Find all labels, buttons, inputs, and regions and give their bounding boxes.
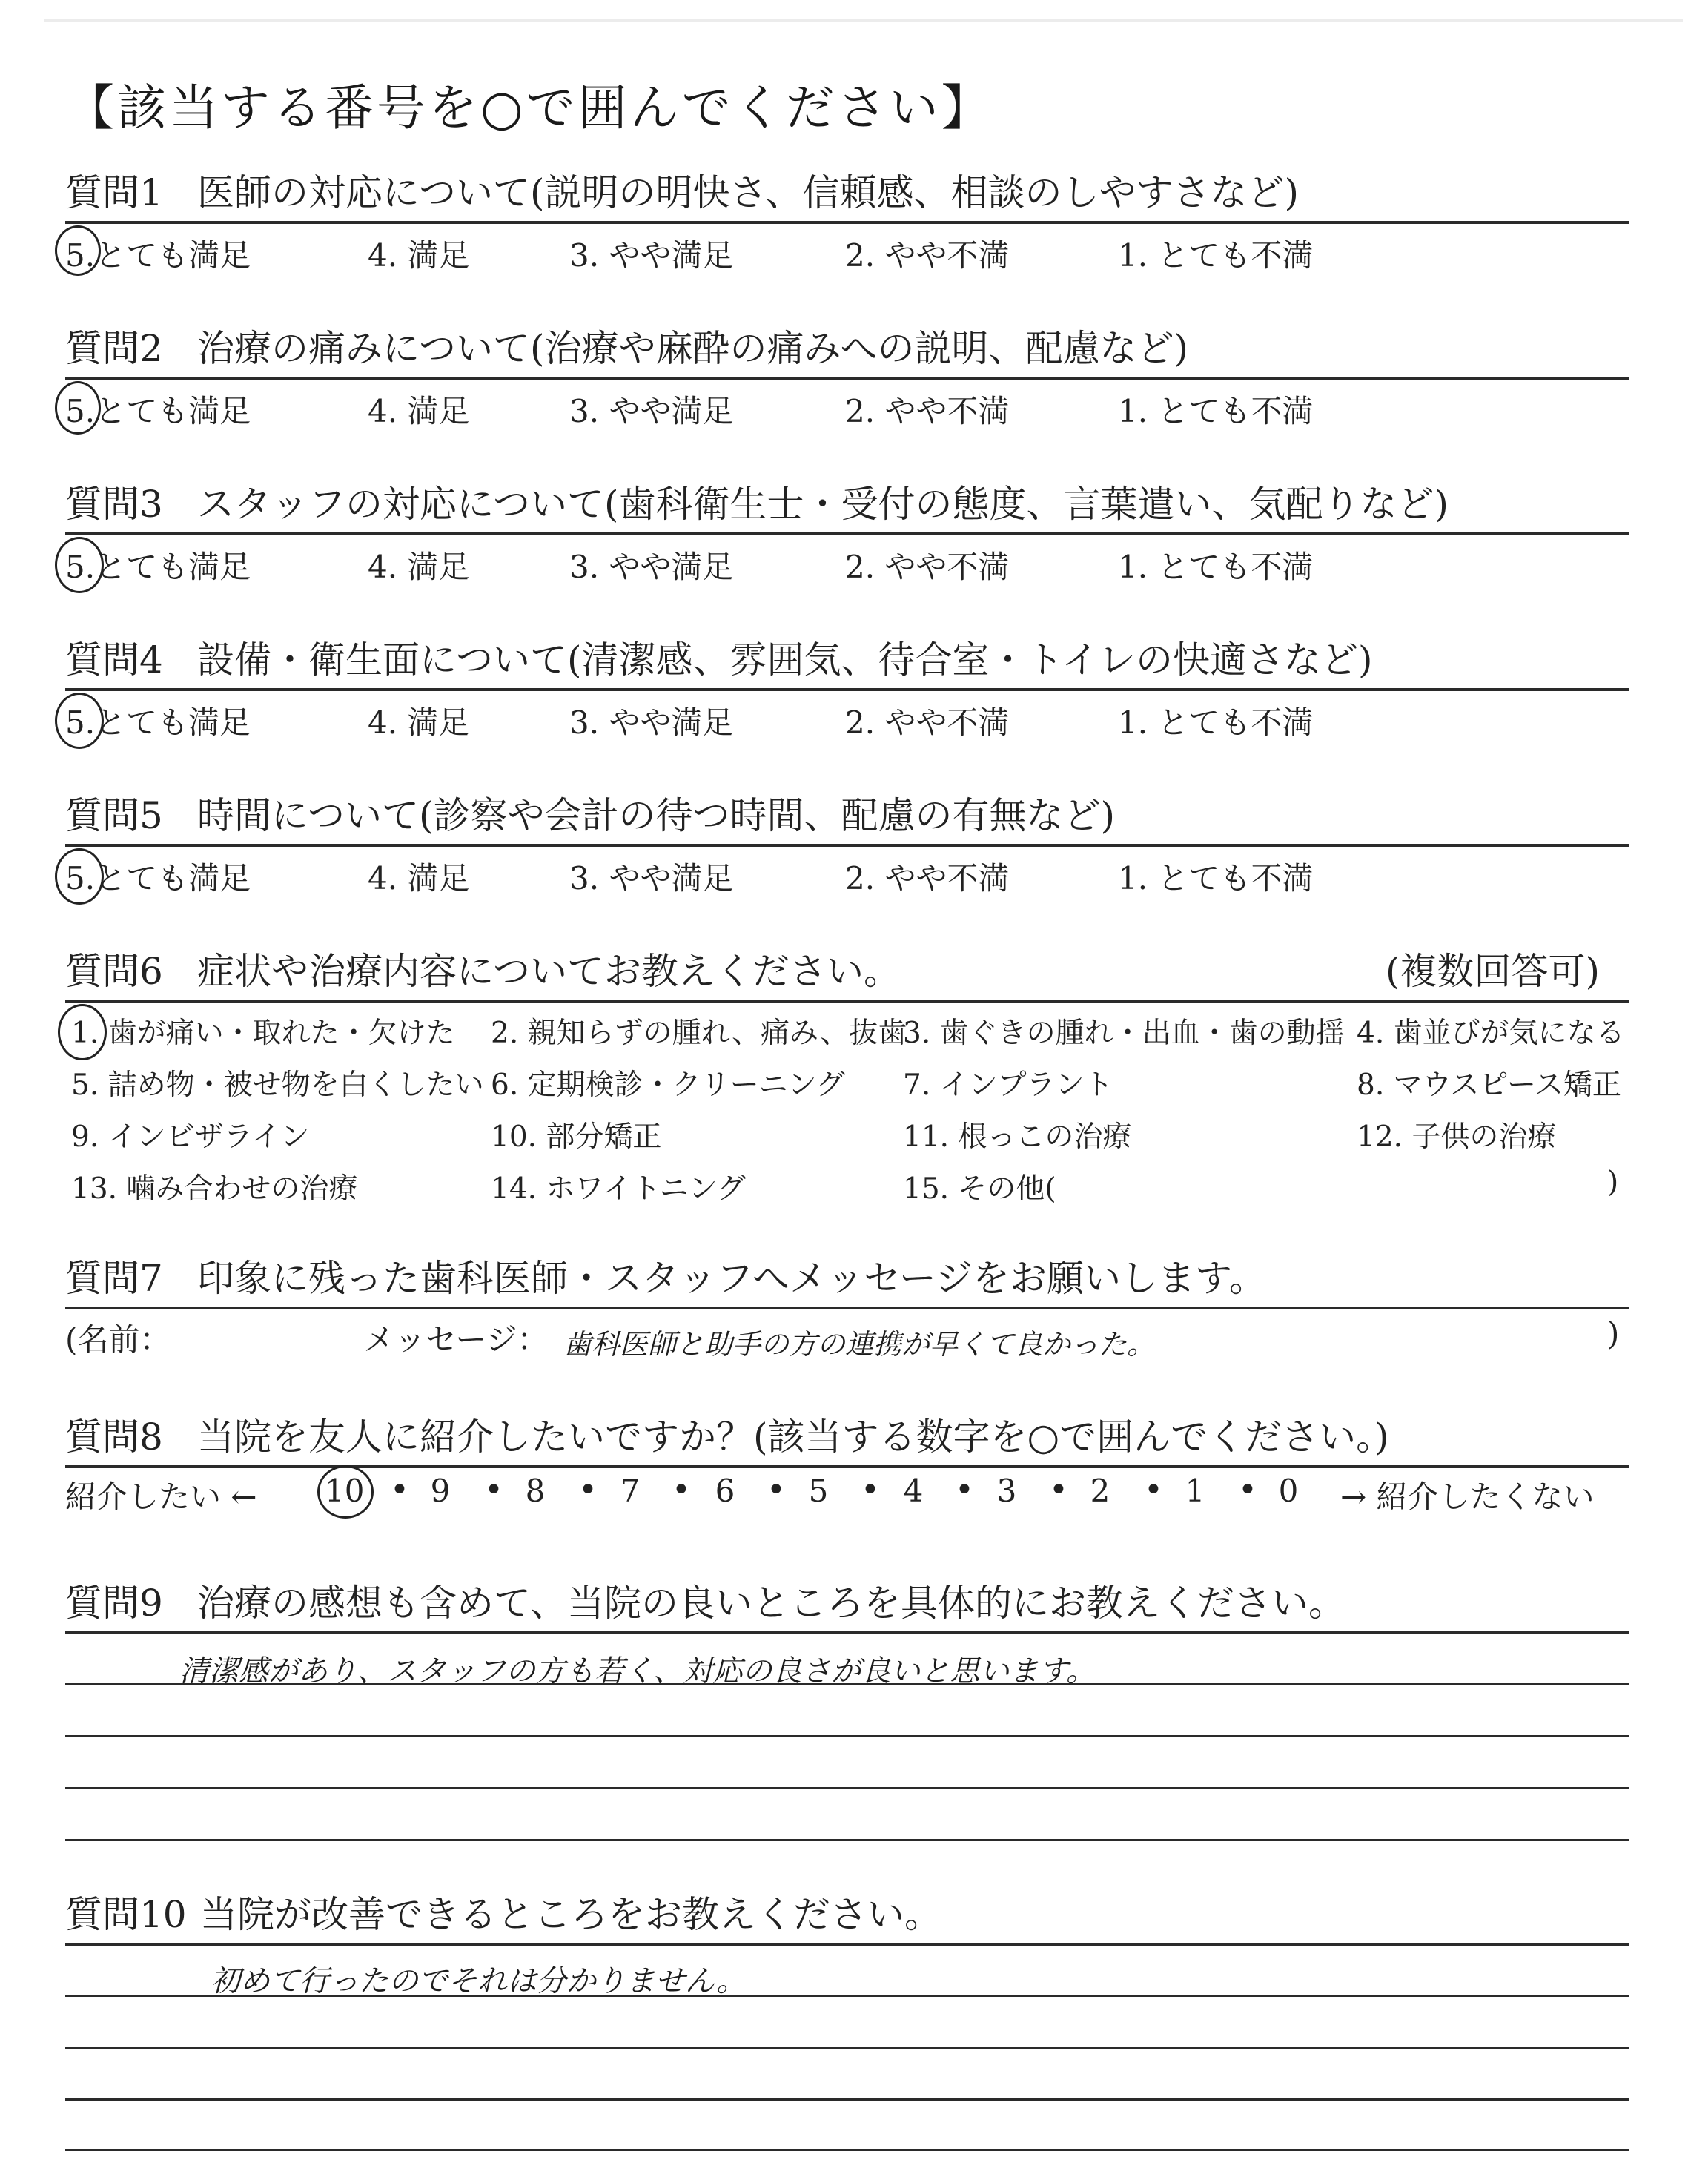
- q1-option-5[interactable]: 5.とても満足: [65, 237, 251, 274]
- scale-value[interactable]: 7: [620, 1473, 640, 1509]
- q3-option-5[interactable]: 5.とても満足: [65, 549, 251, 585]
- separator-dot: •: [1049, 1471, 1068, 1509]
- q5-option-5[interactable]: 5.とても満足: [65, 860, 251, 896]
- separator-dot: •: [672, 1471, 691, 1509]
- question-4: [65, 629, 1629, 691]
- scale-value[interactable]: 3: [996, 1473, 1017, 1509]
- symptom-option[interactable]: 6. 定期検診・クリーニング: [491, 1069, 845, 1102]
- q2-option-1[interactable]: 1. とても不満: [1118, 393, 1314, 429]
- q1-options: [65, 231, 1629, 276]
- symptom-option[interactable]: 7. インプラント: [903, 1069, 1113, 1102]
- question-number: 質問9: [65, 1582, 163, 1625]
- q5-options: [65, 854, 1629, 899]
- question-3: [65, 473, 1629, 535]
- symptom-option[interactable]: 5. 詰め物・被せ物を白くしたい: [71, 1069, 484, 1102]
- question-text: スタッフの対応について(歯科衛生士・受付の態度、言葉遣い、気配りなど): [197, 483, 1449, 526]
- question-text: 医師の対応について(説明の明快さ、信頼感、相談のしやすさなど): [197, 171, 1300, 214]
- q4-option-4[interactable]: 4. 満足: [368, 704, 470, 741]
- symptom-option[interactable]: 4. 歯並びが気になる: [1357, 1017, 1625, 1050]
- handwritten-message[interactable]: 歯科医師と助手の方の連携が早くて良かった。: [563, 1328, 1156, 1361]
- scale-value[interactable]: 1: [1185, 1473, 1205, 1509]
- question-number: 質問7: [65, 1257, 163, 1300]
- top-border-line: [44, 19, 1683, 22]
- q4-option-2[interactable]: 2. やや不満: [845, 704, 1010, 741]
- separator-dot: •: [767, 1471, 786, 1509]
- question-number: 質問4: [65, 638, 163, 681]
- q4-option-1[interactable]: 1. とても不満: [1118, 704, 1314, 741]
- symptom-other-close: ): [1607, 1166, 1619, 1199]
- separator-dot: •: [955, 1471, 974, 1509]
- page-title: 【該当する番号を○で囲んでください】: [65, 79, 993, 136]
- symptom-option[interactable]: 12. 子供の治療: [1357, 1120, 1557, 1154]
- answer-line: [65, 1683, 1629, 1685]
- answer-line: [65, 2047, 1629, 2049]
- symptom-option[interactable]: 15. その他(: [903, 1172, 1056, 1206]
- scale-value[interactable]: 4: [903, 1473, 924, 1509]
- separator-dot: •: [484, 1471, 503, 1509]
- q3-option-3[interactable]: 3. やや満足: [569, 549, 734, 585]
- q1-option-2[interactable]: 2. やや不満: [845, 237, 1010, 274]
- symptom-option[interactable]: 9. インビザライン: [71, 1120, 310, 1154]
- separator-dot: •: [390, 1471, 409, 1509]
- question-number: 質問2: [65, 327, 163, 370]
- q1-option-1[interactable]: 1. とても不満: [1118, 237, 1314, 274]
- q3-option-2[interactable]: 2. やや不満: [845, 549, 1010, 585]
- symptom-option[interactable]: 11. 根っこの治療: [903, 1120, 1132, 1154]
- q1-option-3[interactable]: 3. やや満足: [569, 237, 734, 274]
- question-10: [65, 1883, 1629, 1946]
- scale-value[interactable]: 10: [325, 1473, 365, 1509]
- question-text: 印象に残った歯科医師・スタッフへメッセージをお願いします。: [197, 1257, 1266, 1300]
- q4-option-3[interactable]: 3. やや満足: [569, 704, 734, 741]
- q2-option-2[interactable]: 2. やや不満: [845, 393, 1010, 429]
- symptom-option[interactable]: 14. ホワイトニング: [491, 1172, 746, 1206]
- q1-option-4[interactable]: 4. 満足: [368, 237, 470, 274]
- answer-line: [65, 2149, 1629, 2151]
- q3-option-1[interactable]: 1. とても不満: [1118, 549, 1314, 585]
- symptom-options: [65, 1010, 1629, 1218]
- separator-dot: •: [578, 1471, 598, 1509]
- q2-option-5[interactable]: 5.とても満足: [65, 393, 251, 429]
- q2-options: [65, 387, 1629, 432]
- symptom-option[interactable]: 8. マウスピース矯正: [1357, 1069, 1621, 1102]
- q9-handwritten-answer[interactable]: 清潔感があり、スタッフの方も若く、対応の良さが良いと思います。: [179, 1654, 1096, 1688]
- symptom-option[interactable]: 1. 歯が痛い・取れた・欠けた: [71, 1017, 455, 1050]
- separator-dot: •: [1144, 1471, 1163, 1509]
- answer-line: [65, 1787, 1629, 1789]
- q2-option-4[interactable]: 4. 満足: [368, 393, 470, 429]
- q5-option-4[interactable]: 4. 満足: [368, 860, 470, 896]
- scale-right-label: → 紹介したくない: [1340, 1479, 1595, 1515]
- question-text: 設備・衛生面について(清潔感、雰囲気、待合室・トイレの快適さなど): [197, 638, 1373, 681]
- q3-options: [65, 543, 1629, 587]
- scale-value[interactable]: 8: [525, 1473, 546, 1509]
- question-text: 当院が改善できるところをお教えください。: [200, 1893, 941, 1936]
- q5-option-1[interactable]: 1. とても不満: [1118, 860, 1314, 896]
- scale-value[interactable]: 6: [715, 1473, 735, 1509]
- symptom-option[interactable]: 13. 噛み合わせの治療: [71, 1172, 358, 1206]
- question-number: 質問5: [65, 794, 163, 837]
- question-text: 時間について(診察や会計の待つ時間、配慮の有無など): [197, 794, 1116, 837]
- question-5: [65, 785, 1629, 847]
- question-number: 質問3: [65, 483, 163, 526]
- selection-circle: [58, 1004, 107, 1060]
- selection-circle: [55, 693, 104, 749]
- q4-options: [65, 698, 1629, 743]
- selection-circle: [55, 537, 104, 593]
- symptom-option[interactable]: 3. 歯ぐきの腫れ・出血・歯の動揺: [903, 1017, 1345, 1050]
- recommend-scale: [65, 1470, 1629, 1522]
- question-text: 治療の感想も含めて、当院の良いところを具体的にお教えください。: [197, 1582, 1345, 1625]
- q2-option-3[interactable]: 3. やや満足: [569, 393, 734, 429]
- question-text: 症状や治療内容についてお教えください。: [197, 950, 901, 993]
- q4-option-5[interactable]: 5.とても満足: [65, 704, 251, 741]
- symptom-option[interactable]: 2. 親知らずの腫れ、痛み、抜歯: [491, 1017, 907, 1050]
- scale-value[interactable]: 9: [430, 1473, 451, 1509]
- question-number: 質問1: [65, 171, 163, 214]
- selection-circle: [317, 1465, 374, 1519]
- question-number: 質問10: [65, 1893, 187, 1936]
- answer-line: [65, 1995, 1629, 1997]
- question-note: (複数回答可): [1385, 950, 1600, 993]
- q7-message-row: [65, 1311, 1629, 1363]
- question-number: 質問8: [65, 1416, 163, 1459]
- selection-circle: [55, 848, 104, 905]
- close-paren: ): [1607, 1315, 1620, 1352]
- answer-line: [65, 2098, 1629, 2101]
- question-text: 治療の痛みについて(治療や麻酔の痛みへの説明、配慮など): [197, 327, 1189, 370]
- name-label: (名前：: [65, 1321, 171, 1358]
- question-1: [65, 162, 1629, 224]
- answer-line: [65, 1735, 1629, 1737]
- question-2: [65, 317, 1629, 380]
- scale-value[interactable]: 5: [808, 1473, 829, 1509]
- question-9: [65, 1572, 1629, 1634]
- answer-line: [65, 1839, 1629, 1841]
- question-7: [65, 1247, 1629, 1309]
- question-8: [65, 1406, 1629, 1468]
- q3-option-4[interactable]: 4. 満足: [368, 549, 470, 585]
- question-text: 当院を友人に紹介したいですか？(該当する数字を○で囲んでください。): [197, 1416, 1389, 1459]
- separator-dot: •: [1238, 1471, 1257, 1509]
- scale-left-label: 紹介したい ←: [65, 1479, 257, 1515]
- message-label: メッセージ：: [363, 1321, 549, 1358]
- selection-circle: [55, 225, 101, 276]
- question-number: 質問6: [65, 950, 163, 993]
- separator-dot: •: [861, 1471, 880, 1509]
- q5-option-2[interactable]: 2. やや不満: [845, 860, 1010, 896]
- scale-value[interactable]: 0: [1278, 1473, 1299, 1509]
- question-6: [65, 940, 1629, 1003]
- q5-option-3[interactable]: 3. やや満足: [569, 860, 734, 896]
- symptom-option[interactable]: 10. 部分矯正: [491, 1120, 662, 1154]
- selection-circle: [55, 381, 101, 435]
- scale-value[interactable]: 2: [1090, 1473, 1110, 1509]
- q10-handwritten-answer[interactable]: 初めて行ったのでそれは分かりません。: [211, 1964, 747, 1998]
